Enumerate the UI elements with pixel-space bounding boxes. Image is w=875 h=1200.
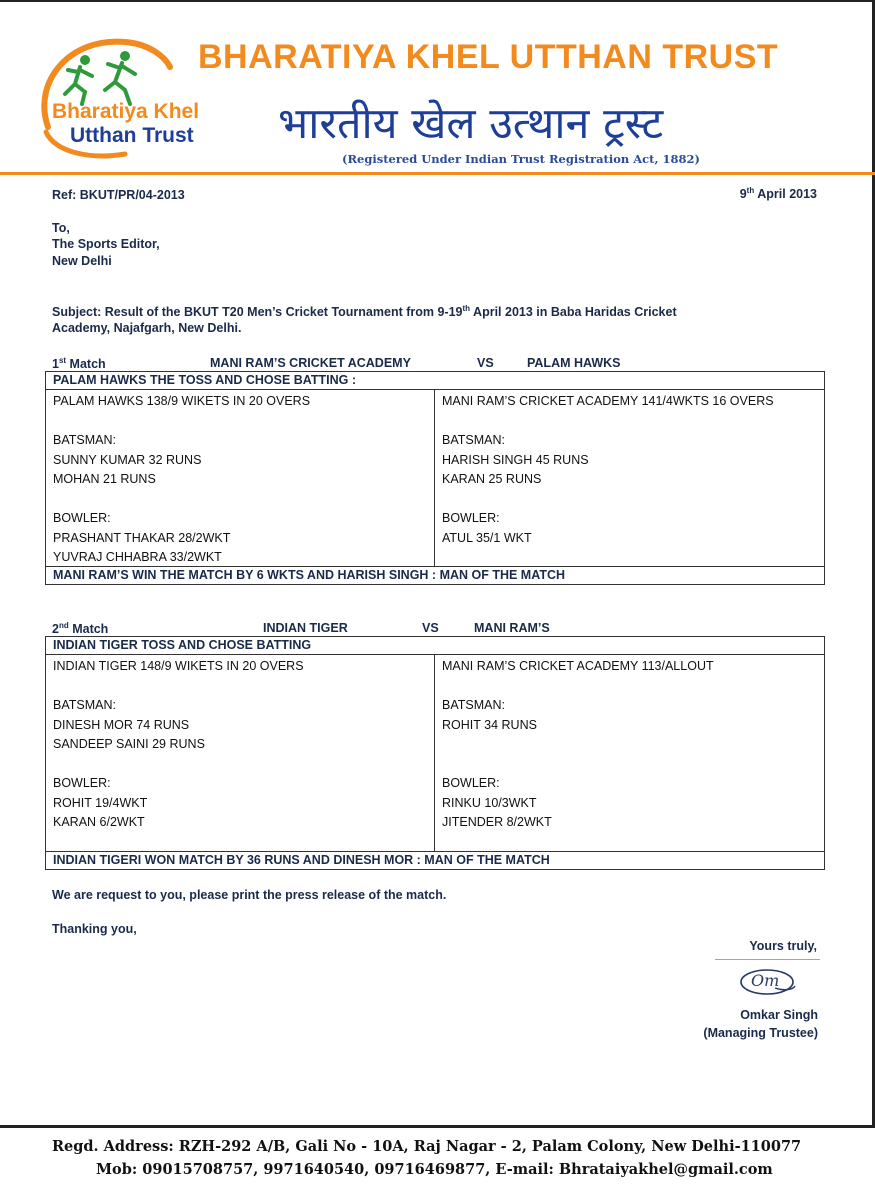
logo-text-line2: Utthan Trust <box>70 124 194 147</box>
scorecard-line: BATSMAN: <box>442 698 505 712</box>
scorecard-line: BATSMAN: <box>442 433 505 447</box>
thanks-text: Thanking you, <box>52 922 137 936</box>
scorecard-line: BATSMAN: <box>53 433 116 447</box>
recipient: The Sports Editor, <box>52 237 160 251</box>
match-2-vs: VS <box>422 621 439 635</box>
scorecard-line <box>442 677 817 697</box>
match-2-table <box>45 636 825 870</box>
scorecard-line: SANDEEP SAINI 29 RUNS <box>53 737 205 751</box>
footer-divider <box>0 1125 875 1128</box>
scorecard-line <box>442 412 817 432</box>
match-1-number: 1st Match <box>52 356 106 372</box>
scorecard-line: BOWLER: <box>442 511 500 525</box>
scorecard-line: ATUL 35/1 WKT <box>442 530 532 545</box>
trust-title-hindi: भारतीय खेल उत्थान ट्रस्ट <box>278 99 664 149</box>
scorecard-line: MOHAN 21 RUNS <box>53 472 156 486</box>
scorecard-line: BATSMAN: <box>53 698 116 712</box>
match-2-team1: INDIAN TIGER <box>263 621 348 635</box>
match-1-team1: MANI RAM’S CRICKET ACADEMY <box>210 356 411 370</box>
recipient-city: New Delhi <box>52 254 112 268</box>
signatory-name: Omkar Singh <box>740 1008 818 1022</box>
scorecard-line: INDIAN TIGER 148/9 WIKETS IN 20 OVERS <box>53 659 304 673</box>
scorecard-line <box>442 735 817 755</box>
signatory-title: (Managing Trustee) <box>703 1026 818 1040</box>
signature <box>715 958 820 1003</box>
match-2-team2: MANI RAM’S <box>474 621 550 635</box>
signature-rule <box>715 959 820 960</box>
scorecard-line: MANI RAM’S CRICKET ACADEMY 141/4WKTS 16 OVERS <box>442 394 774 408</box>
scorecard-line: HARISH SINGH 45 RUNS <box>442 452 589 467</box>
scorecard-line: YUVRAJ CHHABRA 33/2WKT <box>53 550 222 564</box>
match-1-team2: PALAM HAWKS <box>527 356 621 370</box>
scorecard-line: KARAN 25 RUNS <box>442 472 542 486</box>
scorecard-line: PRASHANT THAKAR 28/2WKT <box>53 530 231 545</box>
match-1-innings-2 <box>435 390 824 566</box>
scorecard-line: BOWLER: <box>53 511 111 525</box>
match-2-innings-1 <box>46 655 435 851</box>
footer-contact: Mob: 09015708757, 9971640540, 09716469877, E-mail: Bhrataiyakhel@gmail.com <box>96 1161 773 1178</box>
scorecard-line <box>442 490 817 510</box>
match-2-toss: INDIAN TIGER TOSS AND CHOSE BATTING <box>46 637 824 655</box>
yours-truly: Yours truly, <box>749 939 817 953</box>
match-1-result: MANI RAM’S WIN THE MATCH BY 6 WKTS AND HARISH SINGH : MAN OF THE MATCH <box>46 566 824 584</box>
match-2-number: 2nd Match <box>52 621 109 637</box>
scorecard-line <box>442 755 817 775</box>
reference-number: Ref: BKUT/PR/04-2013 <box>52 188 185 202</box>
trust-title-english: BHARATIYA KHEL UTTHAN TRUST <box>198 38 779 76</box>
letter-date: 9th April 2013 <box>739 186 817 202</box>
header-divider <box>0 172 875 175</box>
footer-address: Regd. Address: RZH-292 A/B, Gali No - 10A, Raj Nagar - 2, Palam Colony, New Delhi-110077 <box>52 1138 802 1155</box>
match-1-innings-1 <box>46 390 435 566</box>
registration-note: (Registered Under Indian Trust Registration Act, 1882) <box>342 152 700 166</box>
match-2-innings-2 <box>435 655 824 851</box>
request-text: We are request to you, please print the press release of the match. <box>52 888 447 902</box>
signature-text: Om <box>751 971 780 990</box>
scorecard-line: ROHIT 34 RUNS <box>442 717 537 732</box>
match-1-toss: PALAM HAWKS THE TOSS AND CHOSE BATTING : <box>46 372 824 390</box>
page-top-border <box>0 0 875 2</box>
scorecard-line: JITENDER 8/2WKT <box>442 815 552 829</box>
scorecard-line: PALAM HAWKS 138/9 WIKETS IN 20 OVERS <box>53 394 311 408</box>
logo-text-line1: Bharatiya Khel <box>52 100 200 123</box>
scorecard-line <box>53 677 427 697</box>
scorecard-line: KARAN 6/2WKT <box>53 815 145 829</box>
scorecard-line <box>53 490 427 510</box>
scorecard-line: RINKU 10/3WKT <box>442 795 537 810</box>
scorecard-line: SUNNY KUMAR 32 RUNS <box>53 452 202 467</box>
match-1-table <box>45 371 825 585</box>
match-2-result: INDIAN TIGERI WON MATCH BY 36 RUNS AND DINESH MOR : MAN OF THE MATCH <box>46 851 824 869</box>
salutation-to: To, <box>52 221 70 235</box>
scorecard-line: MANI RAM’S CRICKET ACADEMY 113/ALLOUT <box>442 659 714 673</box>
scorecard-line: BOWLER: <box>53 776 111 790</box>
scorecard-line: DINESH MOR 74 RUNS <box>53 717 190 732</box>
match-1-vs: VS <box>477 356 494 370</box>
scorecard-line <box>53 412 427 432</box>
subject-line-1: Subject: Result of the BKUT T20 Men’s Cricket Tournament from 9-19th April 2013 in Baba Haridas Cricket <box>52 304 677 320</box>
scorecard-line: ROHIT 19/4WKT <box>53 795 148 810</box>
subject-line-2: Academy, Najafgarh, New Delhi. <box>52 321 242 335</box>
scorecard-line: BOWLER: <box>442 776 500 790</box>
scorecard-line <box>53 755 427 775</box>
